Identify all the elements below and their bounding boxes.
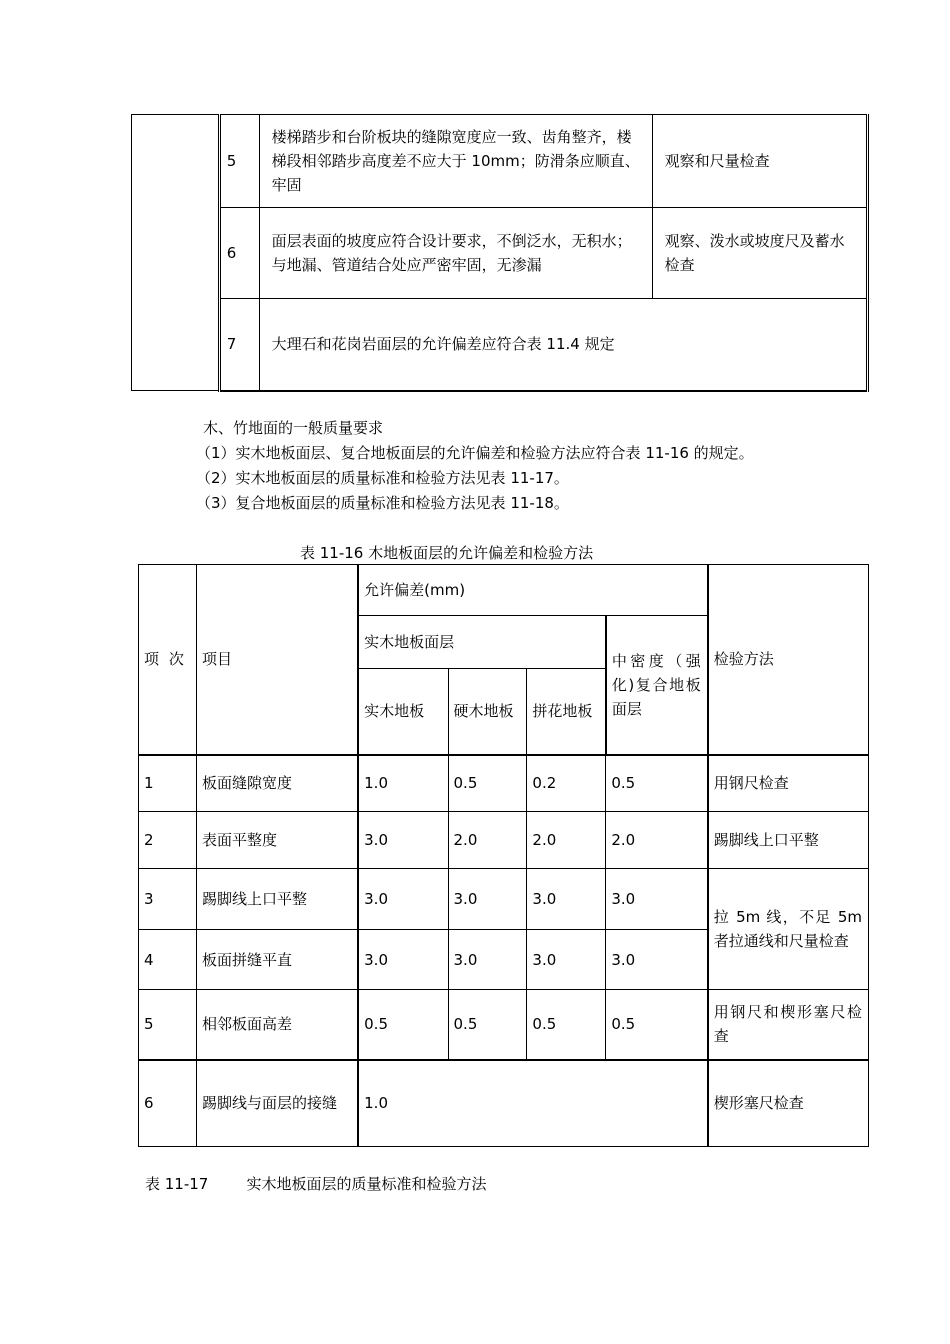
header-parquet: 拼花地板 (527, 669, 606, 755)
row-item: 踢脚线与面层的接缝 (196, 1060, 358, 1147)
value-composite: 2.0 (606, 812, 708, 869)
header-hard: 硬木地板 (448, 669, 527, 755)
header-solid: 实木地板 (358, 669, 448, 755)
value-all: 1.0 (358, 1060, 708, 1147)
list-number: （3） (196, 494, 236, 512)
row-method: 拉 5m 线，不足 5m 者拉通线和尺量检查 (708, 869, 869, 990)
list-text: 实木地板面层、复合地板面层的允许偏差和检验方法应符合表 11-16 的规定。 (235, 444, 754, 462)
list-text: 复合地板面层的质量标准和检验方法见表 11-18。 (235, 494, 569, 512)
header-method: 检验方法 (708, 565, 869, 755)
value-solid: 3.0 (358, 869, 448, 930)
row-method: 用钢尺检查 (708, 755, 869, 812)
header-item: 项目 (196, 565, 358, 755)
value-parquet: 0.2 (527, 755, 606, 812)
list-item (196, 466, 569, 490)
value-parquet: 3.0 (527, 869, 606, 930)
value-composite: 0.5 (606, 755, 708, 812)
header-composite: 中密度（强化)复合地板面层 (606, 616, 708, 755)
stone-floor-table (131, 114, 869, 392)
list-number: （1） (196, 444, 236, 462)
table-caption: 表 11-17 实木地板面层的质量标准和检验方法 (145, 1175, 487, 1193)
value-solid: 0.5 (358, 990, 448, 1060)
method-cell: 观察、泼水或坡度尺及蓄水检查 (652, 208, 867, 299)
value-hard: 0.5 (448, 755, 527, 812)
row-item: 表面平整度 (196, 812, 358, 869)
row-number: 5 (219, 115, 259, 208)
row-item: 踢脚线上口平整 (196, 869, 358, 930)
value-hard: 3.0 (448, 869, 527, 930)
section-heading: 木、竹地面的一般质量要求 (203, 419, 384, 437)
requirement-cell: 大理石和花岗岩面层的允许偏差应符合表 11.4 规定 (259, 299, 867, 391)
wood-floor-tolerance-table (138, 564, 869, 1147)
table-row (139, 869, 869, 930)
row-number: 4 (139, 930, 197, 990)
table-row (132, 299, 868, 391)
value-parquet: 0.5 (527, 990, 606, 1060)
row-method: 用钢尺和楔形塞尺检查 (708, 990, 869, 1060)
requirement-cell: 楼梯踏步和台阶板块的缝隙宽度应一致、齿角整齐，楼梯段相邻踏步高度差不应大于 10mm；防滑条应顺直、牢固 (259, 115, 652, 208)
row-number: 6 (219, 208, 259, 299)
row-item: 板面缝隙宽度 (196, 755, 358, 812)
value-composite: 3.0 (606, 930, 708, 990)
row-method: 楔形塞尺检查 (708, 1060, 869, 1147)
value-composite: 0.5 (606, 990, 708, 1060)
list-number: （2） (196, 469, 236, 487)
table-row (132, 115, 868, 208)
table-row (139, 1060, 869, 1147)
row-number: 6 (139, 1060, 197, 1147)
header-row (139, 565, 869, 616)
row-method: 踢脚线上口平整 (708, 812, 869, 869)
value-hard: 2.0 (448, 812, 527, 869)
list-item (196, 441, 754, 465)
value-parquet: 3.0 (527, 930, 606, 990)
table-row (139, 755, 869, 812)
requirement-cell: 面层表面的坡度应符合设计要求，不倒泛水，无积水；与地漏、管道结合处应严密牢固，无渗漏 (259, 208, 652, 299)
value-parquet: 2.0 (527, 812, 606, 869)
value-composite: 3.0 (606, 869, 708, 930)
row-number: 3 (139, 869, 197, 930)
table-caption: 表 11-16 木地板面层的允许偏差和检验方法 (300, 544, 594, 562)
method-cell: 观察和尺量检查 (652, 115, 867, 208)
row-number: 1 (139, 755, 197, 812)
value-solid: 1.0 (358, 755, 448, 812)
row-number: 2 (139, 812, 197, 869)
row-item: 板面拼缝平直 (196, 930, 358, 990)
row-number: 5 (139, 990, 197, 1060)
header-no: 项 次 (139, 565, 197, 755)
header-tolerance: 允许偏差(mm) (358, 565, 708, 616)
value-solid: 3.0 (358, 930, 448, 990)
header-solid-layer: 实木地板面层 (358, 616, 606, 669)
table-row (139, 990, 869, 1060)
list-item (196, 491, 569, 515)
category-cell (132, 115, 220, 391)
row-item: 相邻板面高差 (196, 990, 358, 1060)
value-hard: 3.0 (448, 930, 527, 990)
value-hard: 0.5 (448, 990, 527, 1060)
table-row (132, 208, 868, 299)
row-number: 7 (219, 299, 259, 391)
value-solid: 3.0 (358, 812, 448, 869)
list-text: 实木地板面层的质量标准和检验方法见表 11-17。 (235, 469, 569, 487)
table-row (139, 812, 869, 869)
